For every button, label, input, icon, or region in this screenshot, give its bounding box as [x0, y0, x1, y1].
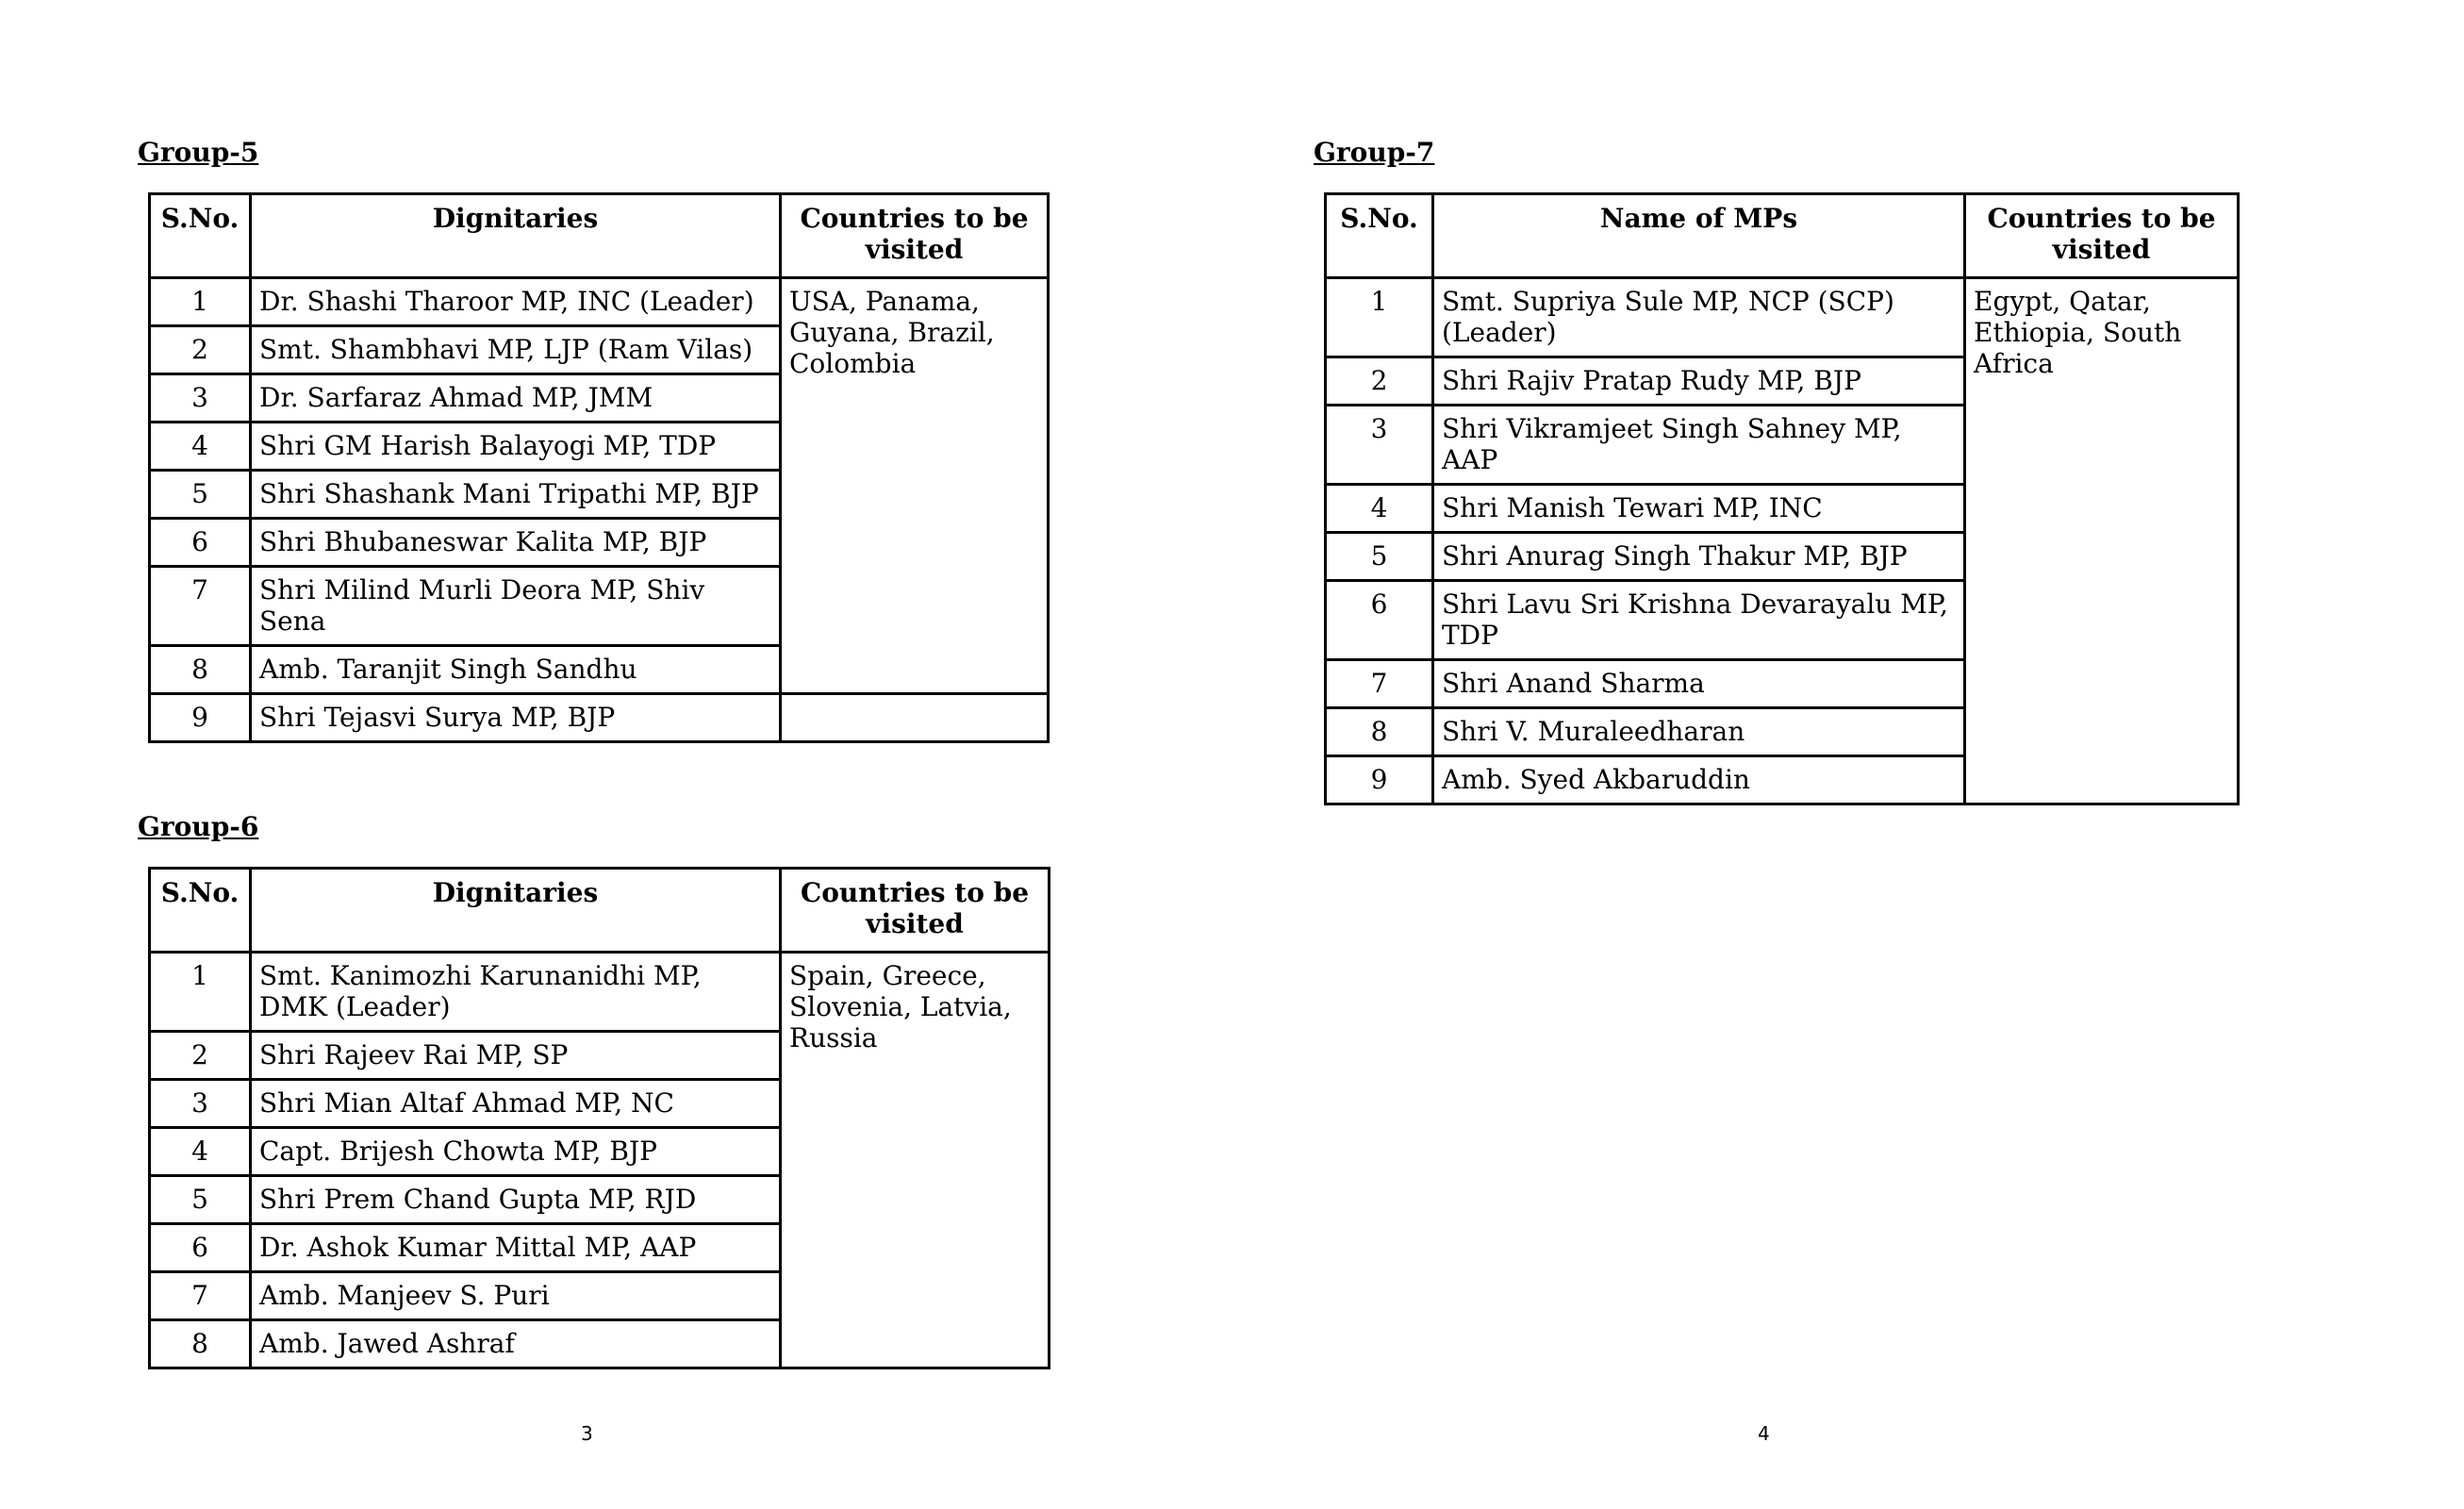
countries-cell: Egypt, Qatar, Ethiopia, South Africa	[1965, 278, 2239, 804]
name-cell: Amb. Manjeev S. Puri	[251, 1272, 781, 1320]
group-5-table	[148, 192, 1050, 743]
name-cell: Amb. Taranjit Singh Sandhu	[251, 646, 781, 694]
countries-header: Countries to be visited	[781, 194, 1049, 278]
name-cell: Shri GM Harish Balayogi MP, TDP	[251, 423, 781, 471]
sno-cell: 2	[150, 1032, 251, 1080]
sno-cell: 6	[150, 519, 251, 567]
name-cell: Shri Bhubaneswar Kalita MP, BJP	[251, 519, 781, 567]
countries-cell: USA, Panama, Guyana, Brazil, Colombia	[781, 278, 1049, 694]
group-6-title: Group-6	[138, 811, 259, 842]
name-cell: Shri Mian Altaf Ahmad MP, NC	[251, 1080, 781, 1128]
sno-cell: 7	[150, 567, 251, 646]
sno-header: S.No.	[150, 869, 251, 953]
sno-cell: 7	[1326, 660, 1433, 708]
name-cell: Dr. Shashi Tharoor MP, INC (Leader)	[251, 278, 781, 326]
sno-cell: 5	[150, 471, 251, 519]
name-cell: Smt. Supriya Sule MP, NCP (SCP) (Leader)	[1433, 278, 1965, 357]
name-cell: Capt. Brijesh Chowta MP, BJP	[251, 1128, 781, 1176]
sno-cell: 9	[1326, 756, 1433, 804]
group-7-section	[1314, 137, 2240, 805]
sno-cell: 2	[1326, 357, 1433, 406]
group-5-section	[138, 137, 1050, 743]
table-row	[1326, 278, 2239, 357]
countries-header: Countries to be visited	[781, 869, 1050, 953]
sno-cell: 8	[150, 646, 251, 694]
sno-cell: 1	[150, 953, 251, 1032]
sno-header: S.No.	[150, 194, 251, 278]
name-cell: Shri Rajeev Rai MP, SP	[251, 1032, 781, 1080]
group-7-title: Group-7	[1314, 137, 1435, 168]
name-cell: Shri Tejasvi Surya MP, BJP	[251, 694, 781, 742]
empty-cell	[781, 694, 1049, 742]
countries-header: Countries to be visited	[1965, 194, 2239, 278]
name-cell: Shri Manish Tewari MP, INC	[1433, 485, 1965, 533]
sno-cell: 8	[150, 1320, 251, 1368]
sno-cell: 3	[150, 374, 251, 423]
group-7-table	[1324, 192, 2240, 805]
name-cell: Amb. Jawed Ashraf	[251, 1320, 781, 1368]
name-cell: Shri Vikramjeet Singh Sahney MP, AAP	[1433, 406, 1965, 485]
sno-cell: 4	[150, 1128, 251, 1176]
group-6-table	[148, 867, 1050, 1369]
page-number-right: 4	[1758, 1422, 1770, 1445]
table-row	[150, 694, 1049, 742]
name-header: Dignitaries	[251, 869, 781, 953]
sno-cell: 6	[1326, 581, 1433, 660]
name-cell: Shri Milind Murli Deora MP, Shiv Sena	[251, 567, 781, 646]
sno-cell: 9	[150, 694, 251, 742]
table-row	[150, 953, 1050, 1032]
table-row	[150, 278, 1049, 326]
sno-cell: 2	[150, 326, 251, 374]
name-cell: Shri Rajiv Pratap Rudy MP, BJP	[1433, 357, 1965, 406]
sno-cell: 6	[150, 1224, 251, 1272]
sno-cell: 1	[1326, 278, 1433, 357]
sno-cell: 4	[1326, 485, 1433, 533]
name-cell: Amb. Syed Akbaruddin	[1433, 756, 1965, 804]
sno-cell: 8	[1326, 708, 1433, 756]
name-header: Dignitaries	[251, 194, 781, 278]
countries-cell: Spain, Greece, Slovenia, Latvia, Russia	[781, 953, 1050, 1368]
name-cell: Smt. Shambhavi MP, LJP (Ram Vilas)	[251, 326, 781, 374]
name-cell: Smt. Kanimozhi Karunanidhi MP, DMK (Leader)	[251, 953, 781, 1032]
name-cell: Shri Prem Chand Gupta MP, RJD	[251, 1176, 781, 1224]
sno-cell: 3	[1326, 406, 1433, 485]
name-cell: Shri Anurag Singh Thakur MP, BJP	[1433, 533, 1965, 581]
sno-cell: 3	[150, 1080, 251, 1128]
name-cell: Shri Anand Sharma	[1433, 660, 1965, 708]
name-header: Name of MPs	[1433, 194, 1965, 278]
table-header-row	[1326, 194, 2239, 278]
page-number-left: 3	[581, 1422, 593, 1445]
table-header-row	[150, 194, 1049, 278]
name-cell: Dr. Sarfaraz Ahmad MP, JMM	[251, 374, 781, 423]
name-cell: Shri Shashank Mani Tripathi MP, BJP	[251, 471, 781, 519]
sno-cell: 5	[150, 1176, 251, 1224]
sno-cell: 7	[150, 1272, 251, 1320]
group-6-section	[138, 811, 1050, 1369]
table-header-row	[150, 869, 1050, 953]
sno-cell: 1	[150, 278, 251, 326]
sno-cell: 5	[1326, 533, 1433, 581]
sno-cell: 4	[150, 423, 251, 471]
group-5-title: Group-5	[138, 137, 259, 168]
sno-header: S.No.	[1326, 194, 1433, 278]
name-cell: Dr. Ashok Kumar Mittal MP, AAP	[251, 1224, 781, 1272]
name-cell: Shri V. Muraleedharan	[1433, 708, 1965, 756]
name-cell: Shri Lavu Sri Krishna Devarayalu MP, TDP	[1433, 581, 1965, 660]
